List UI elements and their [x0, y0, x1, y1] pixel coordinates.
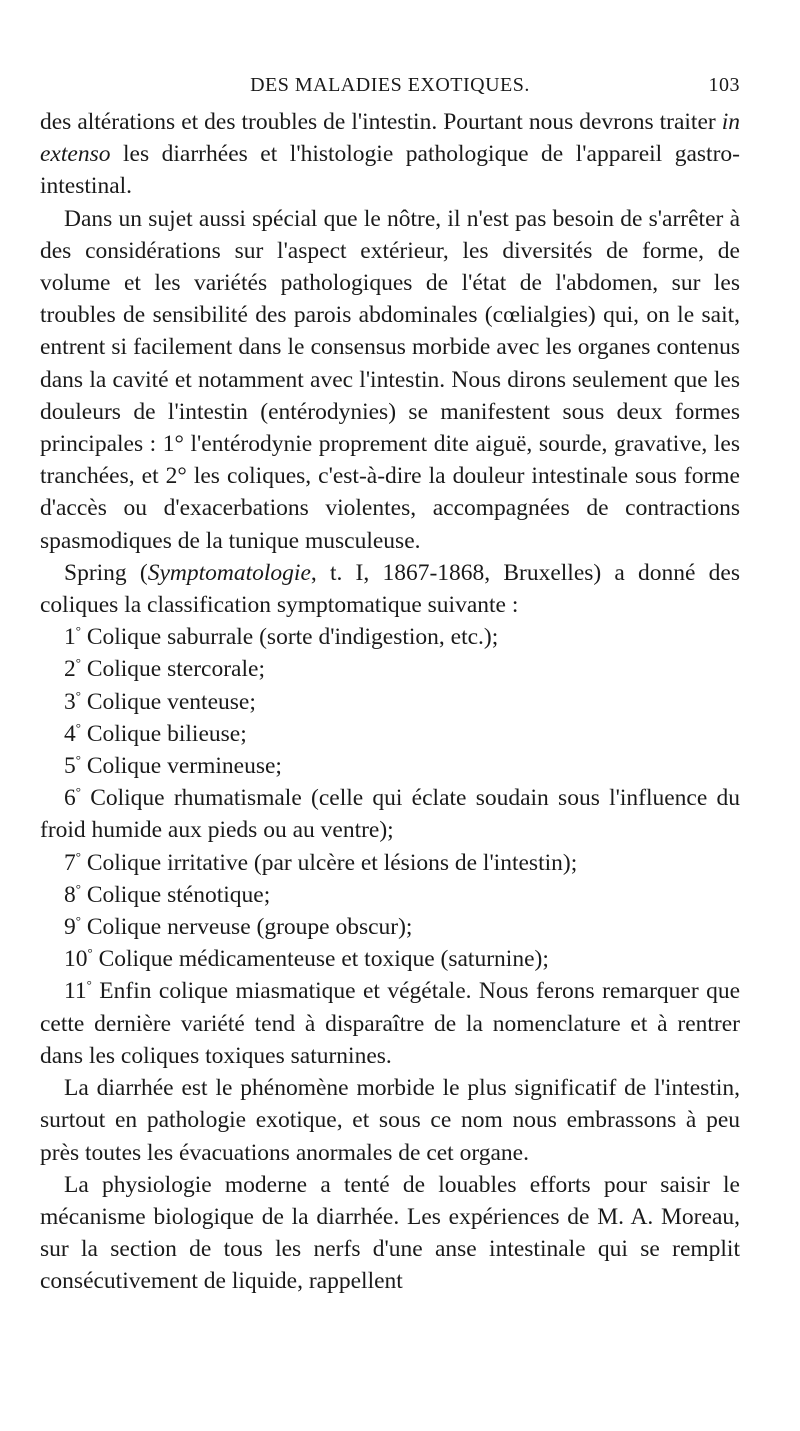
list-item: [40, 911, 740, 943]
degree-sign: °: [75, 848, 81, 864]
list-item-number: 5: [64, 753, 76, 780]
list-item-number: 9: [64, 914, 76, 941]
paragraph-1-italic: in extenso: [40, 109, 740, 168]
degree-sign: °: [86, 977, 92, 993]
list-item-text: Colique bilieuse;: [86, 720, 247, 747]
list-item: [40, 750, 740, 782]
degree-sign: °: [75, 655, 81, 671]
list-item-text: Colique saburrale (sorte d'indigestion, etc.);: [86, 624, 499, 651]
paragraph-3-pre: Spring (: [64, 559, 148, 586]
list-item-number: 7: [64, 849, 76, 876]
list-item-text: Colique nerveuse (groupe obscur);: [86, 914, 413, 941]
list-item: [40, 879, 740, 911]
running-title: DES MALADIES EXOTIQUES.: [250, 74, 530, 96]
paragraph-3-italic: Symptomatologie: [147, 559, 311, 586]
coliques-list: [40, 621, 740, 1072]
list-item-number: 8: [64, 881, 76, 908]
list-item: [40, 718, 740, 750]
degree-sign: °: [75, 752, 81, 768]
degree-sign: °: [75, 720, 81, 736]
list-item-number: 3: [64, 688, 76, 715]
page-number: 103: [708, 74, 740, 96]
list-item-number: 11: [64, 978, 87, 1005]
book-page: [40, 70, 740, 1298]
list-item: [40, 621, 740, 653]
list-item-text: Colique venteuse;: [86, 688, 256, 715]
list-item-number: 2: [64, 656, 76, 683]
body-text: [40, 106, 740, 1298]
degree-sign: °: [75, 623, 81, 639]
paragraph-1-pre: des altérations et des troubles de l'intestin. Pourtant nous devrons traiter: [40, 109, 722, 135]
paragraph-1: [40, 106, 740, 203]
degree-sign: °: [75, 784, 81, 800]
list-item-number: 10: [64, 946, 88, 973]
list-item-text: Colique irritative (par ulcère et lésions de l'intestin);: [86, 849, 578, 876]
list-item-number: 1: [64, 624, 76, 651]
list-item: [40, 782, 740, 846]
list-item: [40, 686, 740, 718]
list-item-text: Colique rhumatismale (celle qui éclate soudain sous l'influence du froid humide aux pieds ou au ventre);: [40, 785, 741, 844]
paragraph-5: La physiologie moderne a tenté de louables efforts pour saisir le mécanisme biologique de la diarrhée. Les expériences de M. A. Moreau, sur la section de tous les nerfs d'une anse intestinale qui se remplit consécutivement de liquide, rappellent: [40, 1171, 740, 1295]
list-item-text: Colique stercorale;: [86, 656, 265, 683]
degree-sign: °: [75, 687, 81, 703]
list-item-text: Colique vermineuse;: [86, 753, 282, 780]
degree-sign: °: [87, 945, 93, 961]
list-item-number: 6: [64, 785, 76, 812]
list-item: [40, 847, 740, 879]
paragraph-3: [40, 557, 740, 621]
list-item: [40, 943, 740, 975]
list-item-text: Colique sténotique;: [86, 881, 271, 908]
paragraph-3-post: , t. I, 1867-1868, Bruxelles) a donné des coliques la classification symptomatique suivante :: [40, 559, 740, 619]
paragraph-2: Dans un sujet aussi spécial que le nôtre, il n'est pas besoin de s'arrêter à des considérations sur l'aspect extérieur, les diversités de forme, de volume et les variétés pathologiques de l'état de l'abdomen, sur les troubles de sensibilité des parois abdominales (cœlialgies) qui, on le sait, entrent si facilement dans le consensus morbide avec les organes contenus dans la cavité et notamment avec l'intestin. Nous dirons seulement que les douleurs de l'intestin (entérodynies) se manifestent sous deux formes principales : 1° l'entérodynie proprement dite aiguë, sourde, gravative, les tranchées, et 2° les coliques, c'est-à-dire la douleur intestinale sous forme d'accès ou d'exacerbations violentes, accompagnées de contractions spasmodiques de la tunique musculeuse.: [40, 205, 740, 554]
list-item-text: Enfin colique miasmatique et végétale. Nous ferons remarquer que cette dernière variété tend à disparaître de la nomenclature et à rentrer dans les coliques toxiques saturnines.: [40, 978, 740, 1069]
degree-sign: °: [75, 913, 81, 929]
paragraph-4: La diarrhée est le phénomène morbide le plus significatif de l'intestin, surtout en pathologie exotique, et sous ce nom nous embrassons à peu près toutes les évacuations anormales de cet organe.: [40, 1075, 740, 1166]
degree-sign: °: [75, 881, 81, 897]
running-header: [40, 70, 740, 106]
list-item-text: Colique médicamenteuse et toxique (saturnine);: [98, 946, 549, 973]
list-item: [40, 653, 740, 685]
paragraph-1-post: les diarrhées et l'histologie pathologique de l'appareil gastro-intestinal.: [40, 141, 740, 200]
list-item: [40, 975, 740, 1072]
list-item-number: 4: [64, 720, 76, 747]
